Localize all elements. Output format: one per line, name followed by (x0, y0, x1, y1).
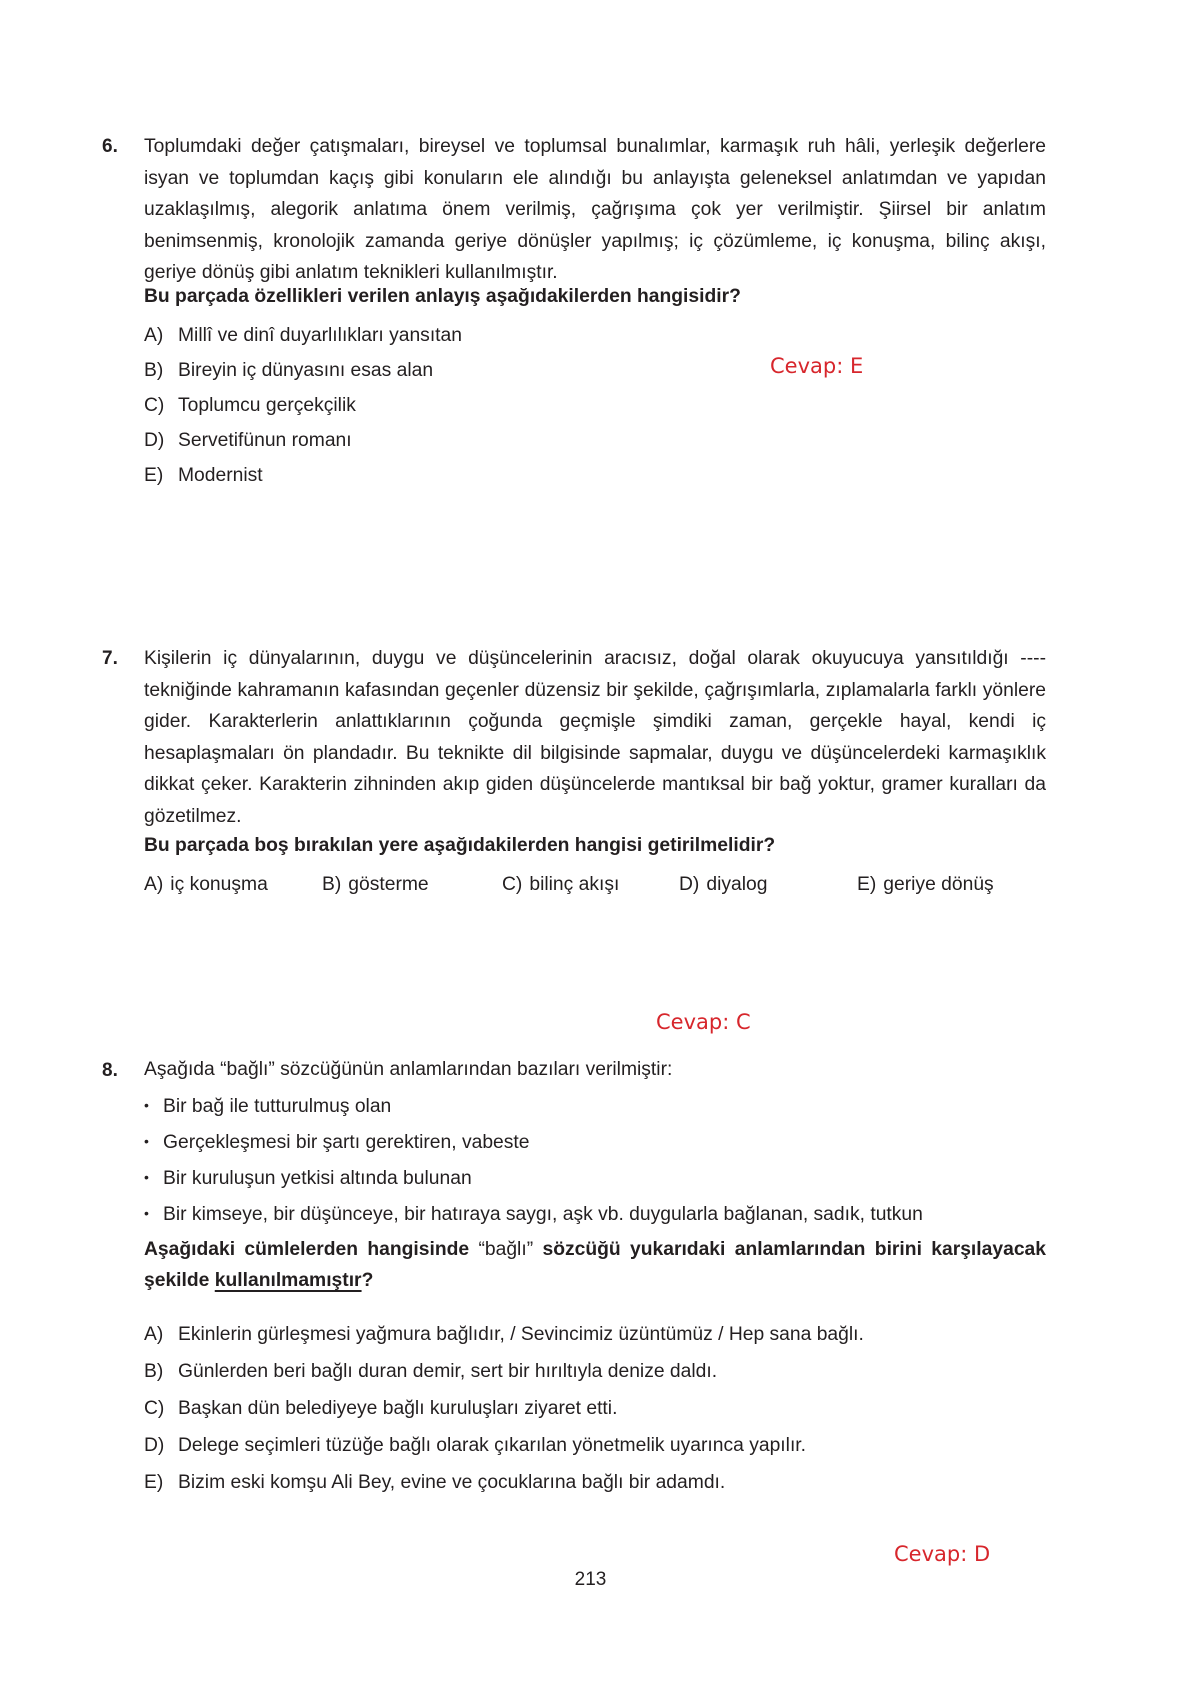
answer-annotation: Cevap: C (656, 1010, 751, 1034)
option-b[interactable] (144, 356, 433, 386)
meaning-item (144, 1126, 530, 1158)
meaning-text: Bir kimseye, bir düşünceye, bir hatıraya saygı, aşk vb. duygularla bağlanan, sadık, tutkun (163, 1204, 923, 1225)
option-a[interactable] (144, 870, 268, 900)
question-number: 6. (102, 136, 118, 157)
question-paragraph: Kişilerin iç dünyalarının, duygu ve düşüncelerinin aracısız, doğal olarak okuyucuya yansıtıldığı ---- tekniğinde kahramanın kafasından geçenler düzensiz bir şekilde, çağrışımlarla, zıplamalarla farklı yönlere gider. Karakterlerin anlattıklarının çoğunda geçmişle şimdiki zaman, gerçekle hayal, kendi iç hesaplaşmaları ön plandadır. Bu teknikte dil bilgisinde sapmalar, duygu ve düşüncelerdeki karmaşıklık dikkat çeker. Karakterin zihninden akıp giden düşüncelerde mantıksal bir bağ yoktur, gramer kuralları da gözetilmez. (144, 648, 1046, 827)
question-number: 8. (102, 1060, 118, 1081)
option-letter: B) (322, 874, 342, 895)
question-intro: Aşağıda “bağlı” sözcüğünün anlamlarından bazıları verilmiştir: (144, 1059, 673, 1080)
option-letter: A) (144, 1324, 164, 1345)
option-text: Millî ve dinî duyarlılıkları yansıtan (178, 325, 462, 346)
option-c[interactable] (144, 391, 356, 421)
option-letter: D) (144, 1435, 165, 1456)
option-e[interactable] (857, 870, 994, 900)
option-c[interactable] (502, 870, 619, 900)
option-d[interactable] (144, 426, 352, 456)
option-letter: C) (144, 395, 165, 416)
stem-quoted-word: “bağlı” (478, 1239, 534, 1260)
option-d[interactable] (144, 1431, 806, 1461)
option-a[interactable] (144, 321, 462, 351)
bullet-icon: • (144, 1205, 149, 1221)
option-text: iç konuşma (170, 874, 268, 895)
question-paragraph: Toplumdaki değer çatışmaları, bireysel ve toplumsal bunalımlar, karmaşık ruh hâli, yerleşik değerlere isyan ve toplumdan kaçış gibi konuların ele alındığı bu anlayışta geleneksel anlatımdan ve yapıdan uzaklaşılmış, alegorik anlatıma önem verilmiş, çağrışıma çok yer verilmiştir. Şiirsel bir anlatım benimsenmiş, kronolojik zamanda geriye dönüşler yapılmış; iç çözümleme, iç konuşma, bilinç akışı, geriye dönüş gibi anlatım teknikleri kullanılmıştır. (144, 136, 1046, 283)
bullet-icon: • (144, 1169, 149, 1185)
bullet-icon: • (144, 1097, 149, 1113)
option-text: Ekinlerin gürleşmesi yağmura bağlıdır, / Sevincimiz üzüntümüz / Hep sana bağlı. (178, 1324, 864, 1345)
option-letter: A) (144, 325, 164, 346)
option-text: Modernist (178, 465, 263, 486)
meaning-text: Gerçekleşmesi bir şartı gerektiren, vabeste (163, 1132, 530, 1153)
option-a[interactable] (144, 1320, 864, 1350)
stem-underlined-word: kullanılmamıştır (214, 1270, 362, 1291)
option-e[interactable] (144, 461, 263, 491)
option-text: gösterme (348, 874, 429, 895)
option-letter: D) (144, 430, 165, 451)
meaning-item (144, 1162, 472, 1194)
option-b[interactable] (322, 870, 429, 900)
option-b[interactable] (144, 1357, 717, 1387)
meaning-text: Bir bağ ile tutturulmuş olan (163, 1096, 392, 1117)
option-text: Bireyin iç dünyasını esas alan (178, 360, 434, 381)
stem-part: Aşağıdaki cümlelerden hangisinde (144, 1239, 479, 1260)
bullet-icon: • (144, 1133, 149, 1149)
option-letter: B) (144, 1361, 164, 1382)
meaning-text: Bir kuruluşun yetkisi altında bulunan (163, 1168, 472, 1189)
option-text: geriye dönüş (883, 874, 994, 895)
option-text: diyalog (706, 874, 768, 895)
meaning-item (144, 1090, 391, 1122)
option-e[interactable] (144, 1468, 725, 1498)
option-text: Bizim eski komşu Ali Bey, evine ve çocuklarına bağlı bir adamdı. (178, 1472, 726, 1493)
option-letter: D) (679, 874, 700, 895)
option-text: bilinç akışı (529, 874, 620, 895)
question-stem: Bu parçada özellikleri verilen anlayış aşağıdakilerden hangisidir? (144, 286, 741, 307)
answer-annotation: Cevap: E (770, 354, 864, 378)
page-number: 213 (574, 1569, 607, 1590)
option-d[interactable] (679, 870, 767, 900)
stem-part: sözcüğü yukarıdaki anlamlarından birini karşılayacak şekilde (144, 1239, 1046, 1291)
option-letter: E) (857, 874, 877, 895)
answer-annotation: Cevap: D (894, 1542, 991, 1566)
option-letter: C) (502, 874, 523, 895)
stem-part: ? (361, 1270, 374, 1291)
option-letter: B) (144, 360, 164, 381)
option-letter: E) (144, 465, 164, 486)
question-stem (144, 1234, 1046, 1296)
option-text: Servetifünun romanı (178, 430, 352, 451)
question-stem: Bu parçada boş bırakılan yere aşağıdakilerden hangisi getirilmelidir? (144, 835, 776, 856)
option-letter: C) (144, 1398, 165, 1419)
question-number: 7. (102, 648, 118, 669)
meaning-item (144, 1198, 923, 1230)
option-letter: E) (144, 1472, 164, 1493)
option-c[interactable] (144, 1394, 617, 1424)
option-text: Delege seçimleri tüzüğe bağlı olarak çıkarılan yönetmelik uyarınca yapılır. (178, 1435, 807, 1456)
option-letter: A) (144, 874, 164, 895)
option-text: Toplumcu gerçekçilik (178, 395, 356, 416)
option-text: Günlerden beri bağlı duran demir, sert bir hırıltıyla denize daldı. (178, 1361, 718, 1382)
option-text: Başkan dün belediyeye bağlı kuruluşları ziyaret etti. (178, 1398, 618, 1419)
